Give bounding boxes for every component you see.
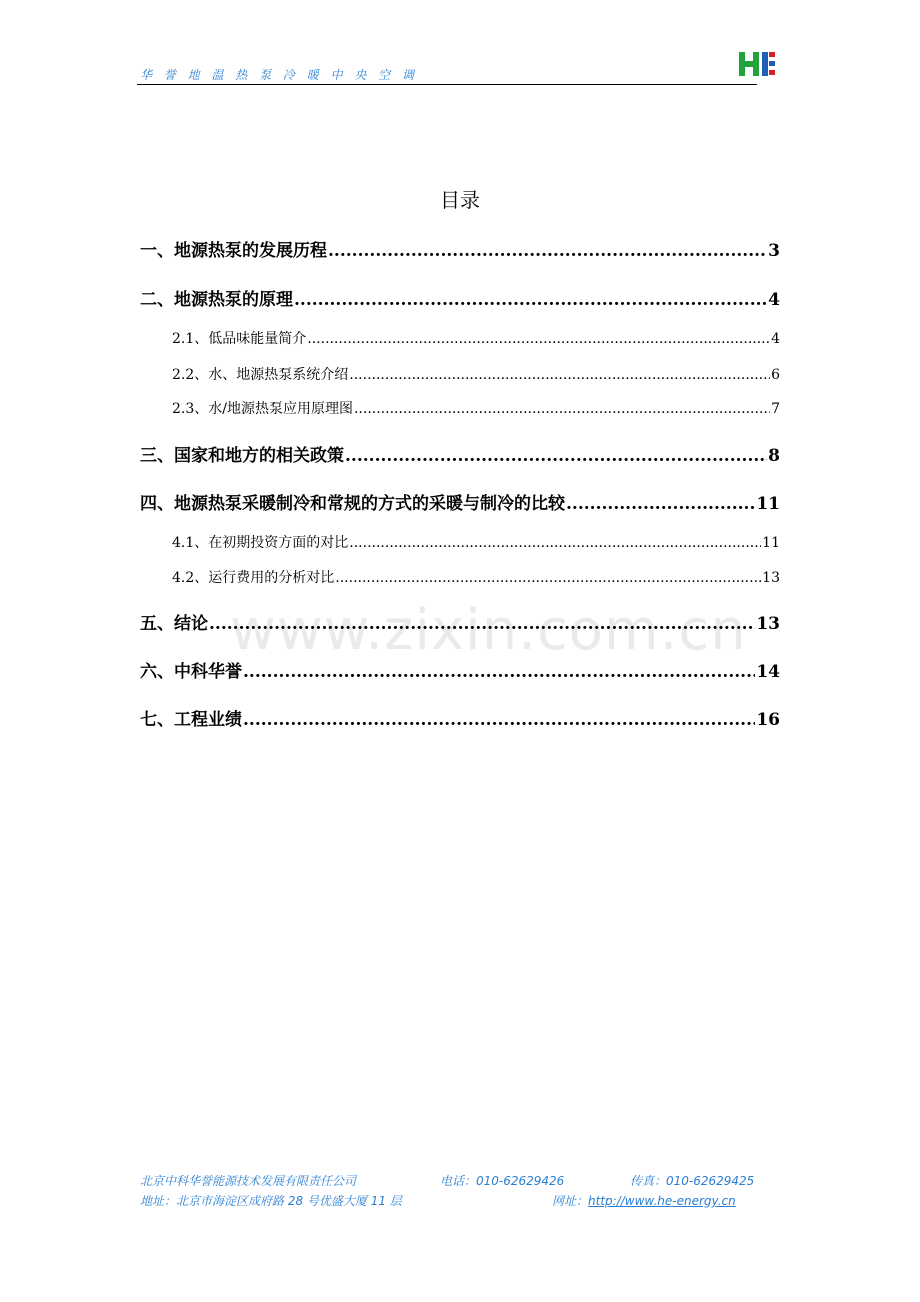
footer-website-label: 网址： — [552, 1194, 589, 1208]
toc-dot-leader — [354, 401, 770, 417]
toc-entry[interactable] — [140, 285, 780, 310]
toc-entry-page: 6 — [771, 367, 780, 383]
toc-dot-leader — [335, 570, 761, 586]
toc-entry-page: 3 — [768, 241, 780, 261]
toc-entry[interactable] — [140, 657, 780, 682]
footer-website — [552, 1192, 736, 1209]
toc-entry-page: 16 — [756, 710, 780, 730]
toc-entry-label: 六、中科华誉 — [140, 662, 242, 682]
toc-dot-leader — [294, 290, 767, 310]
toc-entry-page: 7 — [771, 401, 780, 417]
header-divider — [137, 84, 757, 85]
toc-entry-page: 13 — [756, 614, 780, 634]
logo-e-spine — [762, 52, 768, 76]
toc-entry-label: 三、国家和地方的相关政策 — [140, 446, 344, 466]
footer-website-link[interactable]: http://www.he-energy.cn — [588, 1194, 736, 1208]
footer-address: 地址：北京市海淀区成府路 28 号优盛大厦 11 层 — [140, 1194, 402, 1208]
toc-entry[interactable] — [140, 398, 780, 418]
toc-dot-leader — [243, 710, 755, 730]
toc-entry-label: 4.2、运行费用的分析对比 — [172, 570, 335, 586]
toc-entry-label: 4.1、在初期投资方面的对比 — [172, 535, 349, 551]
toc-entry-page: 4 — [768, 290, 780, 310]
toc-entry-label: 二、地源热泵的原理 — [140, 290, 293, 310]
toc-entry[interactable] — [140, 609, 780, 634]
toc-dot-leader — [243, 662, 755, 682]
toc-entry-label: 一、地源热泵的发展历程 — [140, 241, 327, 261]
logo-h-crossbar — [739, 61, 759, 67]
logo-e-top-bar — [769, 52, 775, 57]
toc-dot-leader — [349, 535, 761, 551]
watermark: www.zixin.com.cn — [230, 598, 747, 663]
toc-entry-label: 2.1、低品味能量简介 — [172, 331, 307, 347]
toc-entry-label: 七、工程业绩 — [140, 710, 242, 730]
logo-e-middle-bar — [769, 61, 775, 66]
toc-heading: 目录 — [440, 188, 480, 212]
toc-dot-leader — [209, 614, 755, 634]
toc-entry[interactable] — [140, 441, 780, 466]
toc-entry[interactable] — [140, 567, 780, 587]
logo-e-bottom-bar — [769, 70, 775, 75]
toc-entry[interactable] — [140, 532, 780, 552]
header-title: 华 誉 地 温 热 泵 冷 暖 中 央 空 调 — [140, 68, 418, 82]
toc-entry[interactable] — [140, 364, 780, 384]
toc-entry-page: 4 — [771, 331, 780, 347]
footer-company: 北京中科华誉能源技术发展有限责任公司 — [140, 1174, 357, 1188]
toc-entry-page: 8 — [768, 446, 780, 466]
footer-phone: 电话：010-62629426 — [440, 1174, 565, 1188]
toc-entry-label: 四、地源热泵采暖制冷和常规的方式的采暖与制冷的比较 — [140, 494, 565, 514]
toc-entry-label: 五、结论 — [140, 614, 208, 634]
toc-entry[interactable] — [140, 328, 780, 348]
toc-entry-page: 14 — [756, 662, 780, 682]
toc-dot-leader — [349, 367, 770, 383]
toc-entry[interactable] — [140, 236, 780, 261]
toc-dot-leader — [345, 446, 767, 466]
toc-entry-page: 11 — [756, 494, 780, 514]
toc-entry-label: 2.2、水、地源热泵系统介绍 — [172, 367, 349, 383]
toc-dot-leader — [566, 494, 755, 514]
toc-entry-page: 11 — [762, 535, 780, 551]
toc-dot-leader — [307, 331, 770, 347]
toc-dot-leader — [328, 241, 767, 261]
toc-entry[interactable] — [140, 705, 780, 730]
footer-fax: 传真：010-62629425 — [630, 1174, 755, 1188]
toc-entry[interactable] — [140, 489, 780, 514]
page-footer — [140, 1172, 760, 1212]
toc-entry-label: 2.3、水/地源热泵应用原理图 — [172, 401, 353, 417]
company-logo — [738, 48, 778, 80]
toc-entry-page: 13 — [762, 570, 780, 586]
